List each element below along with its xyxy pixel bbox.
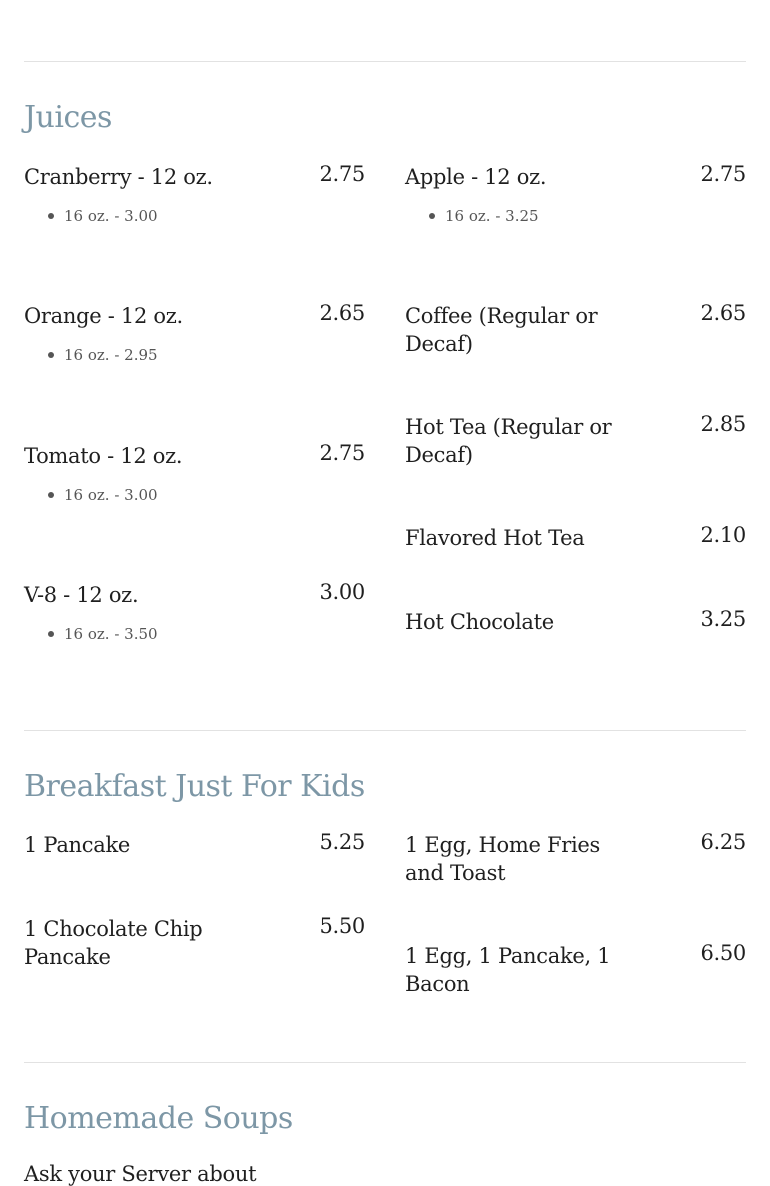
- item-size-option: 16 oz. - 3.25: [429, 207, 539, 225]
- item-name: 1 Egg, Home Fries and Toast: [405, 833, 601, 885]
- soups-note: Ask your Server about: [24, 1162, 257, 1186]
- item-price: 5.50: [319, 914, 365, 938]
- item-price: 6.25: [700, 830, 746, 854]
- section-title-kids: Breakfast Just For Kids: [24, 769, 365, 804]
- item-price: 2.75: [700, 162, 746, 186]
- section-divider: [24, 730, 746, 731]
- item-price: 2.65: [319, 301, 365, 325]
- item-price: 2.85: [700, 412, 746, 436]
- item-price: 2.75: [319, 441, 365, 465]
- item-size-option: 16 oz. - 3.00: [48, 486, 158, 504]
- item-price: 6.50: [700, 941, 746, 965]
- item-price: 2.10: [700, 523, 746, 547]
- section-divider: [24, 1062, 746, 1063]
- item-name: Hot Tea (Regular or Decaf): [405, 415, 612, 467]
- item-price: 3.00: [319, 580, 365, 604]
- item-price: 5.25: [319, 830, 365, 854]
- item-price: 3.25: [700, 607, 746, 631]
- item-name: 1 Egg, 1 Pancake, 1 Bacon: [405, 944, 611, 996]
- bullet-icon: [429, 213, 435, 219]
- item-name: Hot Chocolate: [405, 610, 554, 634]
- item-name: 1 Chocolate Chip Pancake: [24, 917, 203, 969]
- bullet-icon: [48, 213, 54, 219]
- item-size-option: 16 oz. - 3.50: [48, 625, 158, 643]
- item-name: Flavored Hot Tea: [405, 526, 585, 550]
- top-divider: [24, 61, 746, 62]
- item-name: 1 Pancake: [24, 833, 131, 857]
- item-name: V-8 - 12 oz.: [24, 583, 139, 607]
- bullet-icon: [48, 631, 54, 637]
- section-title-juices: Juices: [24, 100, 112, 135]
- item-name: Coffee (Regular or Decaf): [405, 304, 598, 356]
- item-size-option: 16 oz. - 2.95: [48, 346, 158, 364]
- item-name: Apple - 12 oz.: [405, 165, 547, 189]
- item-price: 2.65: [700, 301, 746, 325]
- bullet-icon: [48, 492, 54, 498]
- item-size-option: 16 oz. - 3.00: [48, 207, 158, 225]
- item-name: Tomato - 12 oz.: [24, 444, 183, 468]
- section-title-soups: Homemade Soups: [24, 1101, 293, 1136]
- item-name: Orange - 12 oz.: [24, 304, 183, 328]
- item-price: 2.75: [319, 162, 365, 186]
- bullet-icon: [48, 352, 54, 358]
- item-name: Cranberry - 12 oz.: [24, 165, 213, 189]
